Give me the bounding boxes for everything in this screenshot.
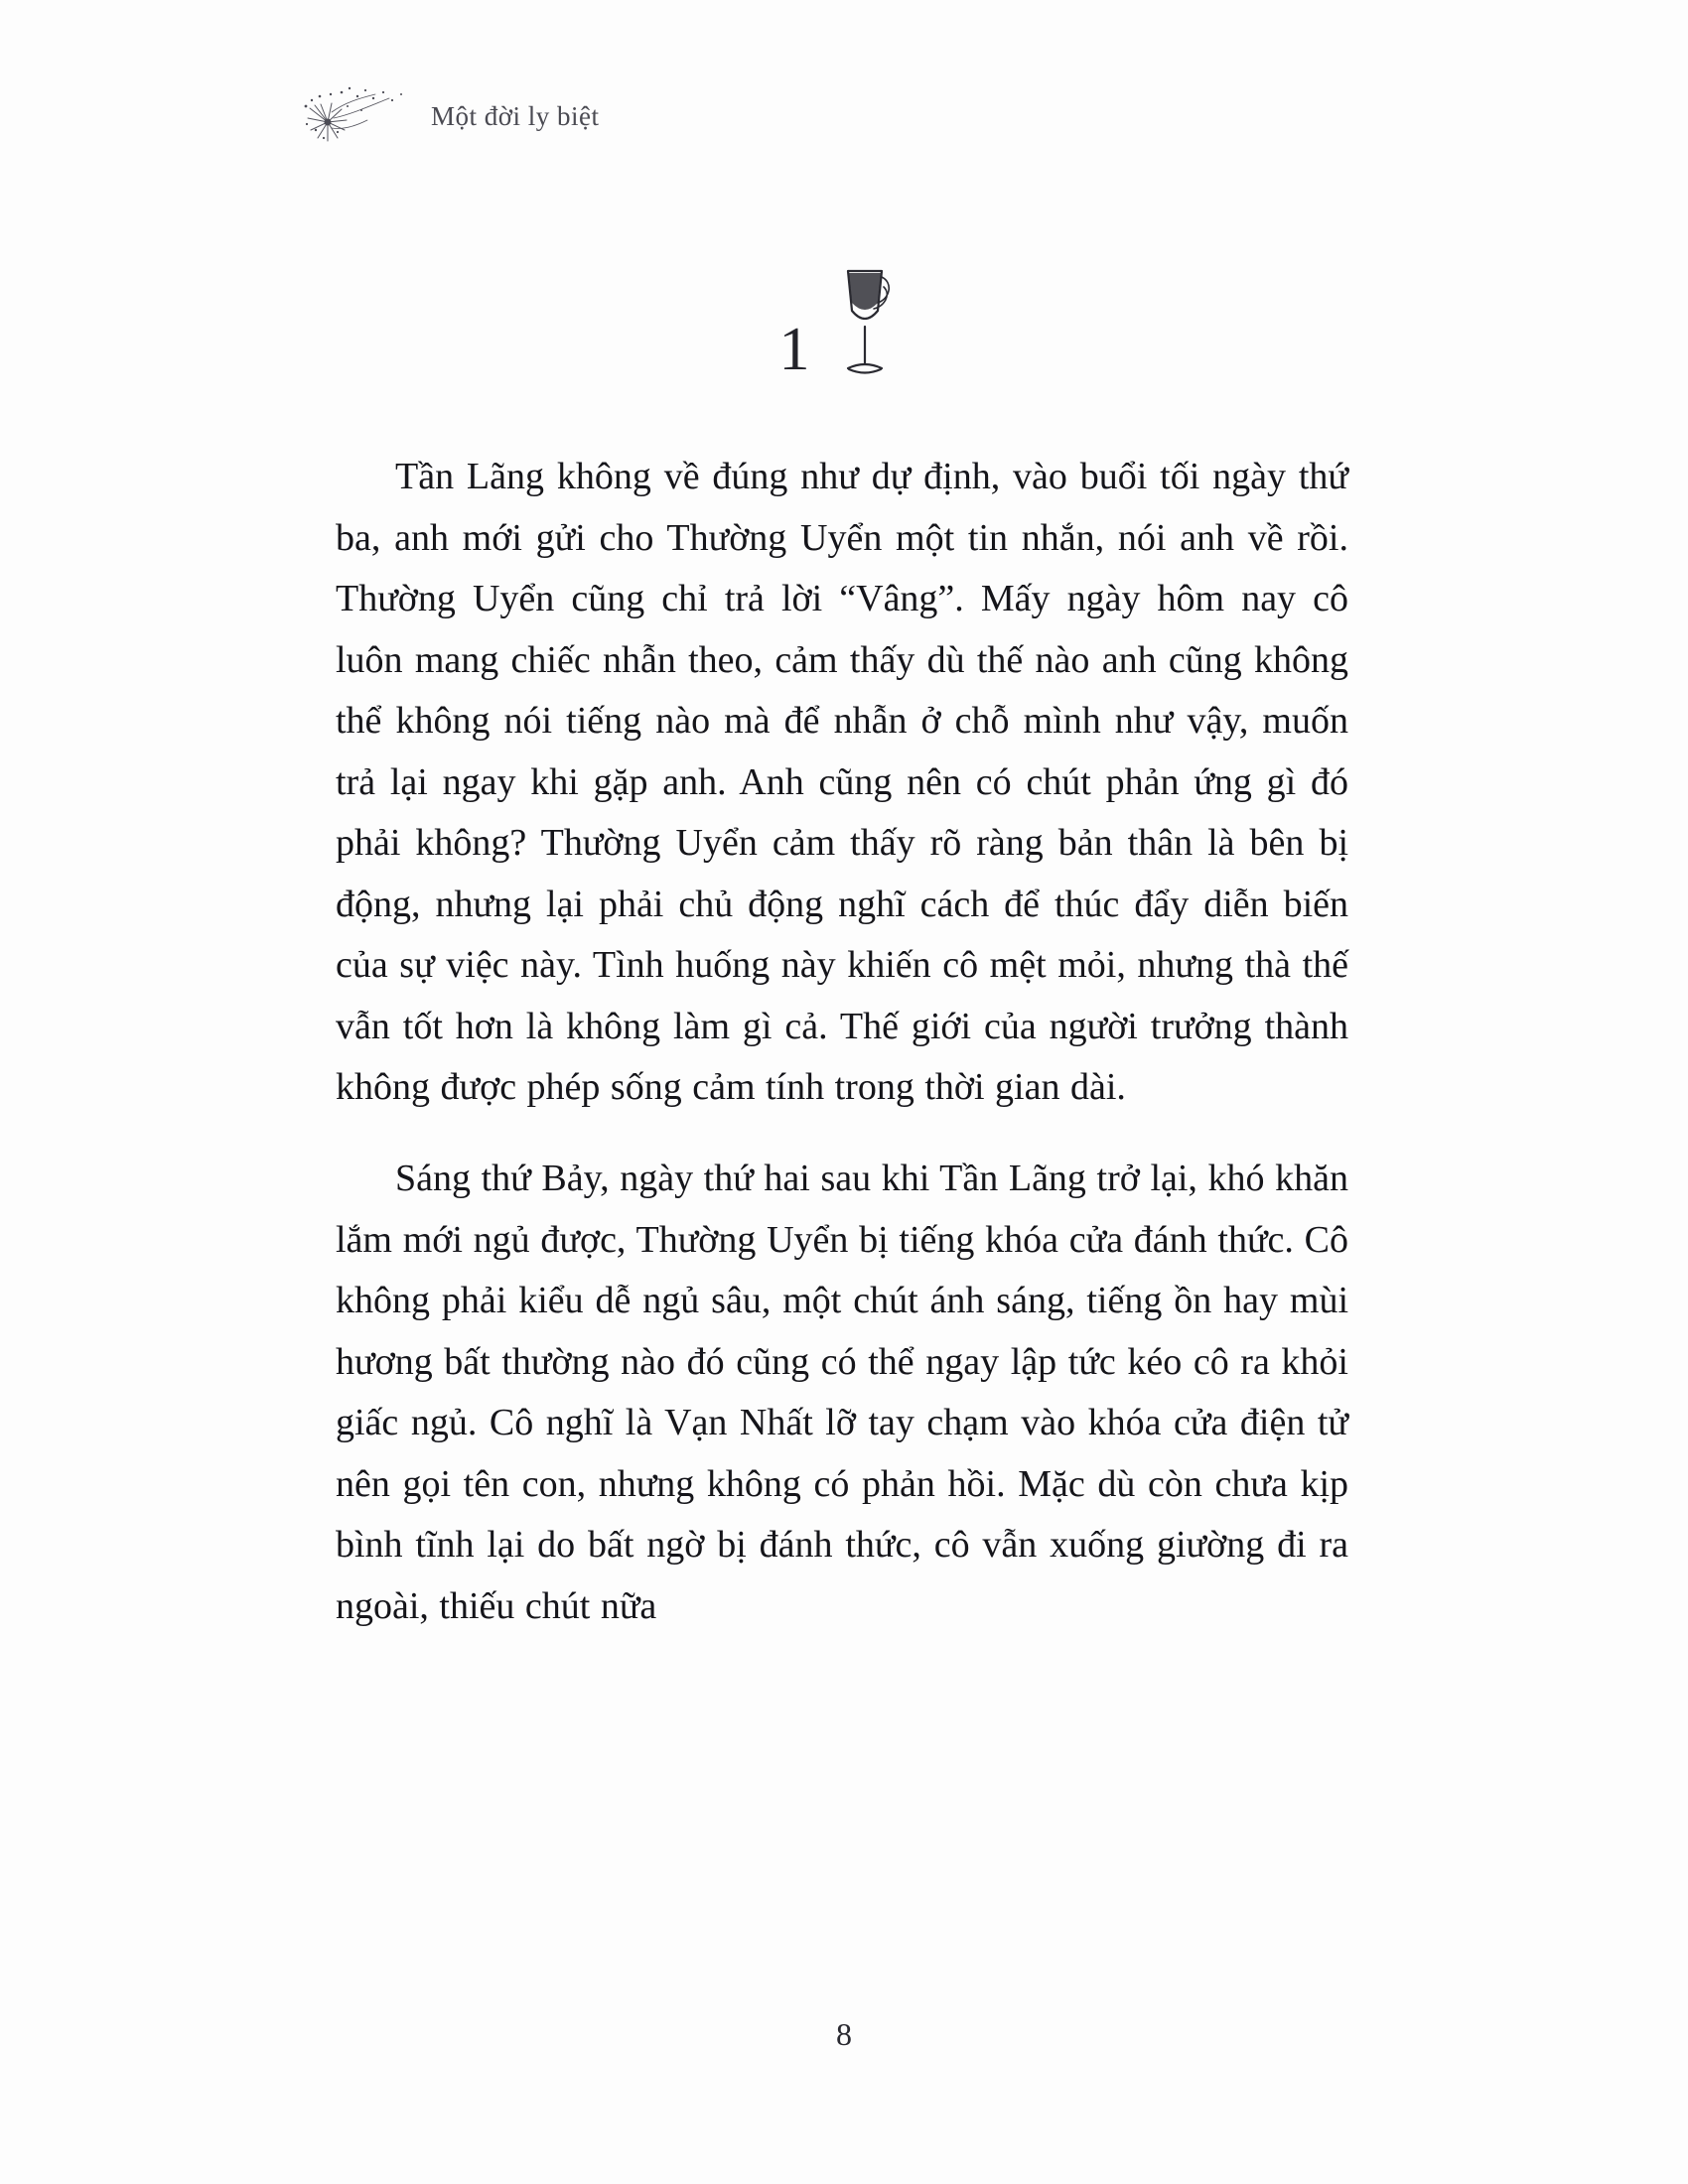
chapter-heading [0,253,1688,392]
paragraph: Sáng thứ Bảy, ngày thứ hai sau khi Tần Lãng trở lại, khó khăn lắm mới ngủ được, Thường Uyển bị tiếng khóa cửa đánh thức. Cô không phải kiểu dễ ngủ sâu, một chút ánh sáng, tiếng ồn hay mùi hương bất thường nào đó cũng có thể ngay lập tức kéo cô ra khỏi giấc ngủ. Cô nghĩ là Vạn Nhất lỡ tay chạm vào khóa cửa điện tử nên gọi tên con, nhưng không có phản hồi. Mặc dù còn chưa kịp bình tĩnh lại do bất ngờ bị đánh thức, cô vẫn xuống giường đi ra ngoài, thiếu chút nữa [336,1158,1348,1627]
body-text [336,447,1348,1637]
dandelion-icon [298,72,417,152]
running-head [298,77,600,147]
running-head-title: Một đời ly biệt [431,100,600,131]
page-number: 8 [836,2016,852,2052]
paragraph: Tần Lãng không về đúng như dự định, vào buổi tối ngày thứ ba, anh mới gửi cho Thường Uyển một tin nhắn, nói anh về rồi. Thường Uyển cũng chỉ trả lời “Vâng”. Mấy ngày hôm nay cô luôn mang chiếc nhẫn theo, cảm thấy dù thế nào anh cũng không thể không nói tiếng nào mà để nhẫn ở chỗ mình như vậy, muốn trả lại ngay khi gặp anh. Anh cũng nên có chút phản ứng gì đó phải không? Thường Uyển cảm thấy rõ ràng bản thân là bên bị động, nhưng lại phải chủ động nghĩ cách để thúc đẩy diễn biến của sự việc này. Tình huống này khiến cô mệt mỏi, nhưng thà thế vẫn tốt hơn là không làm gì cả. Thế giới của người trưởng thành không được phép sống cảm tính trong thời gian dài. [336,456,1348,1109]
chapter-number: 1 [778,316,810,383]
wine-glass-icon [820,253,910,392]
